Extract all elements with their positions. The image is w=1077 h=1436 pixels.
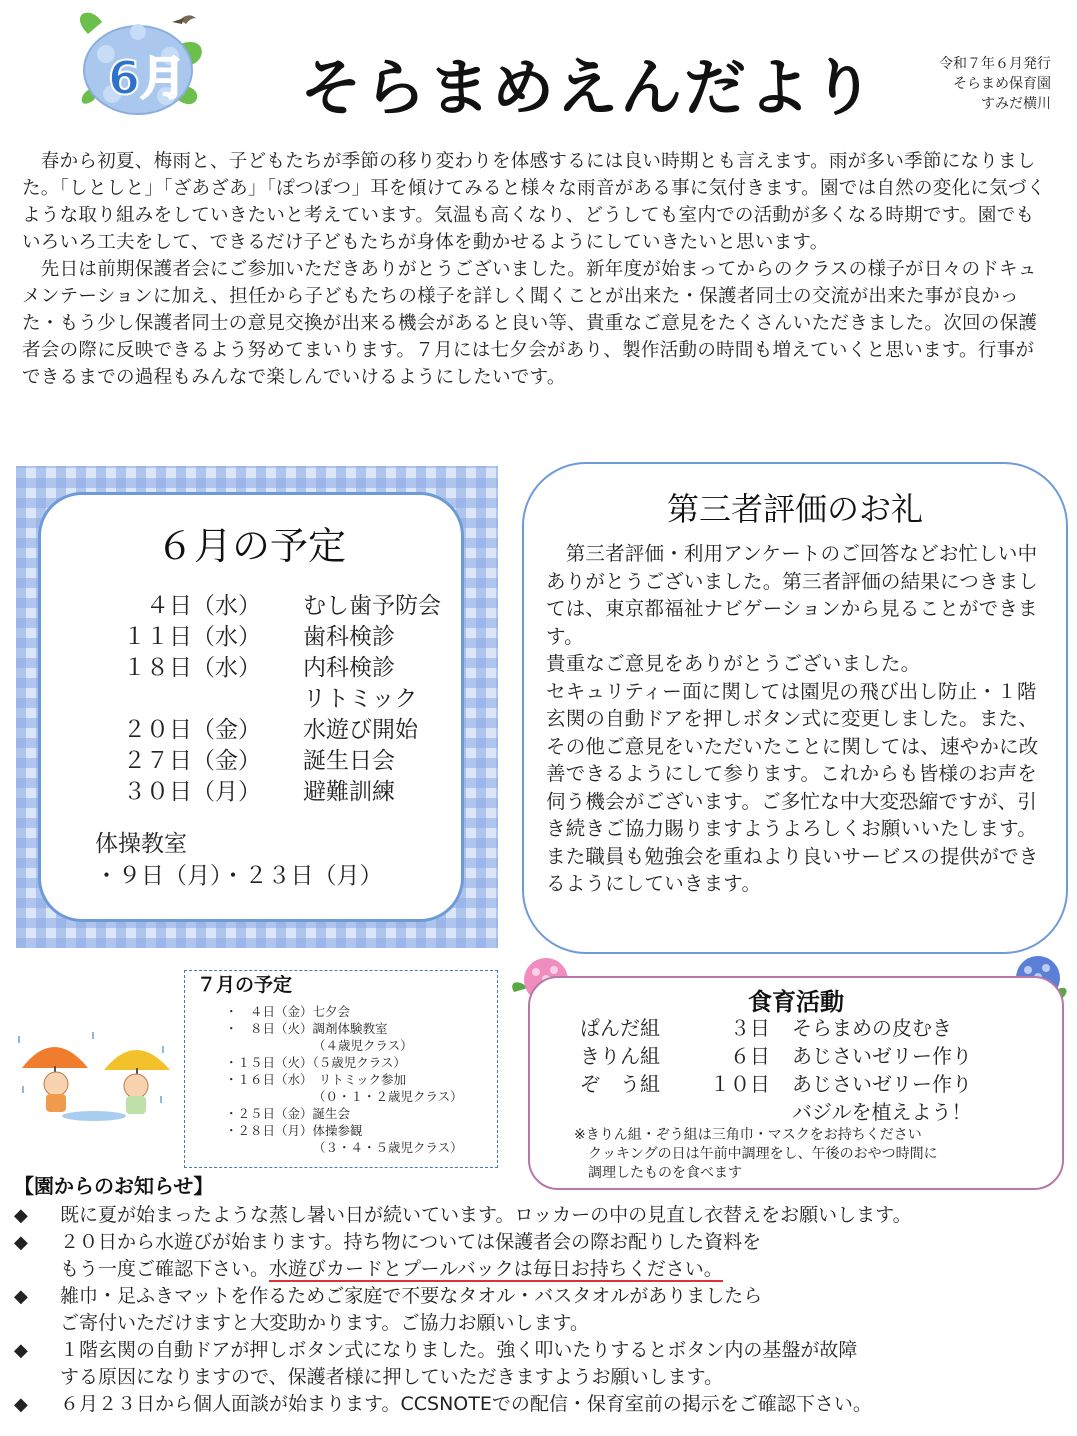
june-schedule-list xyxy=(81,591,441,808)
evaluation-title: 第三者評価のお礼 xyxy=(666,490,923,528)
food-class xyxy=(580,1098,690,1126)
schedule-event: 歯科検診 xyxy=(303,624,395,650)
july-item: ・１６日（水） リトミック参加 xyxy=(225,1072,407,1087)
schedule-row xyxy=(81,777,441,808)
june-schedule-card xyxy=(38,492,464,922)
food-note-line: ※きりん組・ぞう組は三角巾・マスクをお持ちください xyxy=(574,1127,922,1143)
notice-text xyxy=(60,1337,1074,1391)
notice-text: 既に夏が始まったような蒸し暑い日が続いています。ロッカーの中の見直し衣替えをお願いします。 xyxy=(60,1204,912,1226)
food-row xyxy=(580,1098,972,1126)
food-activity: そらまめの皮むき xyxy=(792,1016,952,1040)
food-day: ６日 xyxy=(730,1044,770,1068)
notice-line: する原因になりますので、保護者様に押していただきますようお願いします。 xyxy=(60,1366,724,1388)
notice-line: 雑巾・足ふきマットを作るためご家庭で不要なタオル・バスタオルがありましたら xyxy=(60,1285,763,1307)
food-activity: あじさいゼリー作り xyxy=(792,1072,972,1096)
intro-paragraph: 先日は前期保護者会にご参加いただきありがとうございました。新年度が始まってからのクラスの様子が日々のドキュメンテーションに加え、担任から子どもたちの様子を詳しく聞くことが出来た・保護者同士の交流が出来た事が良かった・もう少し保護者同士の意見交換が出来る機会があると良い等、貴重なご意見をたくさんいただきました。次回の保護者会の際に反映できるよう努めてまいります。７月には七夕会があり、製作活動の時間も増えていくと思います。行事ができるまでの過程もみんなで楽しんでいけるようにしたいです。 xyxy=(22,259,1038,388)
notice-emphasis: 水遊びカードとプールバックは毎日お持ちください。 xyxy=(269,1258,723,1280)
july-item: （０・１・２歳児クラス） xyxy=(313,1089,463,1104)
notice-item xyxy=(14,1202,1074,1229)
food-row xyxy=(580,1070,972,1098)
notice-item xyxy=(14,1283,1074,1337)
month-badge-logo xyxy=(68,4,208,120)
schedule-event: リトミック xyxy=(303,686,418,712)
july-item: （４歳児クラス） xyxy=(313,1038,413,1053)
food-class: ぞ う組 xyxy=(580,1072,660,1096)
schedule-date: １１日（水） xyxy=(123,624,261,650)
schedule-row xyxy=(81,746,441,777)
notice-item xyxy=(14,1391,1074,1418)
month-badge-text: 6月 xyxy=(108,51,187,105)
food-day xyxy=(690,1098,770,1126)
intro-paragraph: 春から初夏、梅雨と、子どもたちが季節の移り変わりを体感するには良い時期とも言えます。雨が多い季節になりました。「しとしと」「ざあざあ」「ぽつぽつ」耳を傾けてみると様々な雨音がある事に気付きます。園では自然の変化に気づくような取り組みをしていきたいと考えています。気温も高くなり、どうしても室内での活動が多くなる時期です。園でもいろいろ工夫をして、できるだけ子どもたちが身体を動かせるようにしていきたいと思います。 xyxy=(22,151,1046,253)
food-day: １０日 xyxy=(710,1072,770,1096)
schedule-event: 水遊び開始 xyxy=(303,717,418,743)
schedule-event: 内科検診 xyxy=(303,655,395,681)
july-item: （３・４・５歳児クラス） xyxy=(313,1140,463,1155)
july-item: ・２８日（月）体操参観 xyxy=(225,1123,363,1138)
diamond-bullet-icon: ◆ xyxy=(14,1286,28,1307)
schedule-date: ３０日（月） xyxy=(123,779,261,805)
notices-list xyxy=(14,1202,1074,1418)
issue-date: 令和７年６月発行 xyxy=(939,56,1051,72)
food-education-list xyxy=(580,1014,972,1126)
evaluation-paragraph: 貴重なご意見をありがとうございました。 xyxy=(546,652,921,675)
schedule-row xyxy=(81,715,441,746)
schedule-date: ２０日（金） xyxy=(123,717,261,743)
july-schedule-box xyxy=(184,970,498,1168)
schedule-row xyxy=(81,591,441,622)
food-note-line: クッキングの日は午前中調理をし、午後のおやつ時間に xyxy=(574,1146,938,1162)
food-education-title: 食育活動 xyxy=(748,988,844,1016)
intro-text xyxy=(22,148,1052,391)
notices-heading: 【園からのお知らせ】 xyxy=(14,1174,214,1198)
food-row xyxy=(580,1014,972,1042)
food-education-card xyxy=(528,976,1064,1190)
evaluation-paragraph: 第三者評価・利用アンケートのご回答などお忙しい中ありがとうございました。第三者評価の結果につきましては、東京都福祉ナビゲーションから見ることができます。 xyxy=(546,542,1039,648)
evaluation-body xyxy=(546,540,1046,898)
food-activity: バジルを植えよう！ xyxy=(792,1100,972,1124)
food-education-note xyxy=(574,1126,938,1183)
umbrella-kids-illustration xyxy=(12,1026,174,1122)
schedule-date: １８日（水） xyxy=(123,655,261,681)
schedule-event: 避難訓練 xyxy=(303,779,395,805)
diamond-bullet-icon: ◆ xyxy=(14,1232,28,1253)
schedule-date: ４日（水） xyxy=(146,593,261,619)
food-day: ３日 xyxy=(730,1016,770,1040)
diamond-bullet-icon: ◆ xyxy=(14,1205,28,1226)
schedule-row xyxy=(81,622,441,653)
schedule-event: むし歯予防会 xyxy=(303,593,441,619)
notice-text xyxy=(60,1229,1074,1283)
notice-item xyxy=(14,1337,1074,1391)
diamond-bullet-icon: ◆ xyxy=(14,1394,28,1415)
food-note-line: 調理したものを食べます xyxy=(574,1165,742,1181)
schedule-row xyxy=(81,684,441,715)
notice-line: ２０日から水遊びが始まります。持ち物については保護者会の際お配りした資料を xyxy=(60,1231,762,1253)
notice-line: もう一度ご確認下さい。 xyxy=(60,1258,270,1280)
school-branch: すみだ横川 xyxy=(981,96,1051,112)
evaluation-thanks-card xyxy=(522,462,1068,954)
rain-umbrella-icon xyxy=(12,1026,174,1122)
notice-text xyxy=(60,1283,1074,1337)
july-schedule-list xyxy=(225,1003,463,1156)
july-item: ・２５日（金）誕生会 xyxy=(225,1106,351,1121)
notice-text: ６月２３日から個人面談が始まります。CCSNOTEでの配信・保育室前の掲示をご確認下さい。 xyxy=(60,1393,872,1415)
july-schedule-title: ７月の予定 xyxy=(197,974,293,996)
july-item: ・ ４日（金）七夕会 xyxy=(225,1004,351,1019)
notice-line: ご寄付いただけますと大変助かります。ご協力お願いします。 xyxy=(60,1312,589,1334)
gym-class-dates: ・９日（月）・２３日（月） xyxy=(95,863,383,889)
food-class: ぱんだ組 xyxy=(580,1016,660,1040)
schedule-date xyxy=(81,684,261,715)
food-activity: あじさいゼリー作り xyxy=(792,1044,972,1068)
schedule-event: 誕生日会 xyxy=(303,748,395,774)
july-item: ・ ８日（火）調剤体験教室 xyxy=(225,1021,388,1036)
food-row xyxy=(580,1042,972,1070)
schedule-date: ２７日（金） xyxy=(123,748,261,774)
food-class: きりん組 xyxy=(580,1044,660,1068)
newsletter-title: そらまめえんだより xyxy=(300,51,877,124)
gym-class-label: 体操教室 xyxy=(95,831,187,857)
evaluation-paragraph: セキュリティー面に関しては園児の飛び出し防止・１階玄関の自動ドアを押しボタン式に変更しました。また、その他ご意見をいただいたことに関しては、速やかに改善できるようにして参ります。これからも皆様のお声を伺う機会がございます。ご多忙な中大変恐縮ですが、引き続きご協力賜りますようよろしくお願いいたします。また職員も勉強会を重ねより良いサービスの提供ができるようにしていきます。 xyxy=(546,679,1039,895)
notice-item xyxy=(14,1229,1074,1283)
july-item: ・１５日（火）（５歳児クラス） xyxy=(225,1055,406,1070)
diamond-bullet-icon: ◆ xyxy=(14,1340,28,1361)
june-schedule-title: ６月の予定 xyxy=(155,524,346,568)
issue-info xyxy=(939,54,1051,114)
school-name: そらまめ保育園 xyxy=(953,76,1051,92)
notice-line: １階玄関の自動ドアが押しボタン式になりました。強く叩いたりするとボタン内の基盤が故障 xyxy=(60,1339,858,1361)
schedule-row xyxy=(81,653,441,684)
